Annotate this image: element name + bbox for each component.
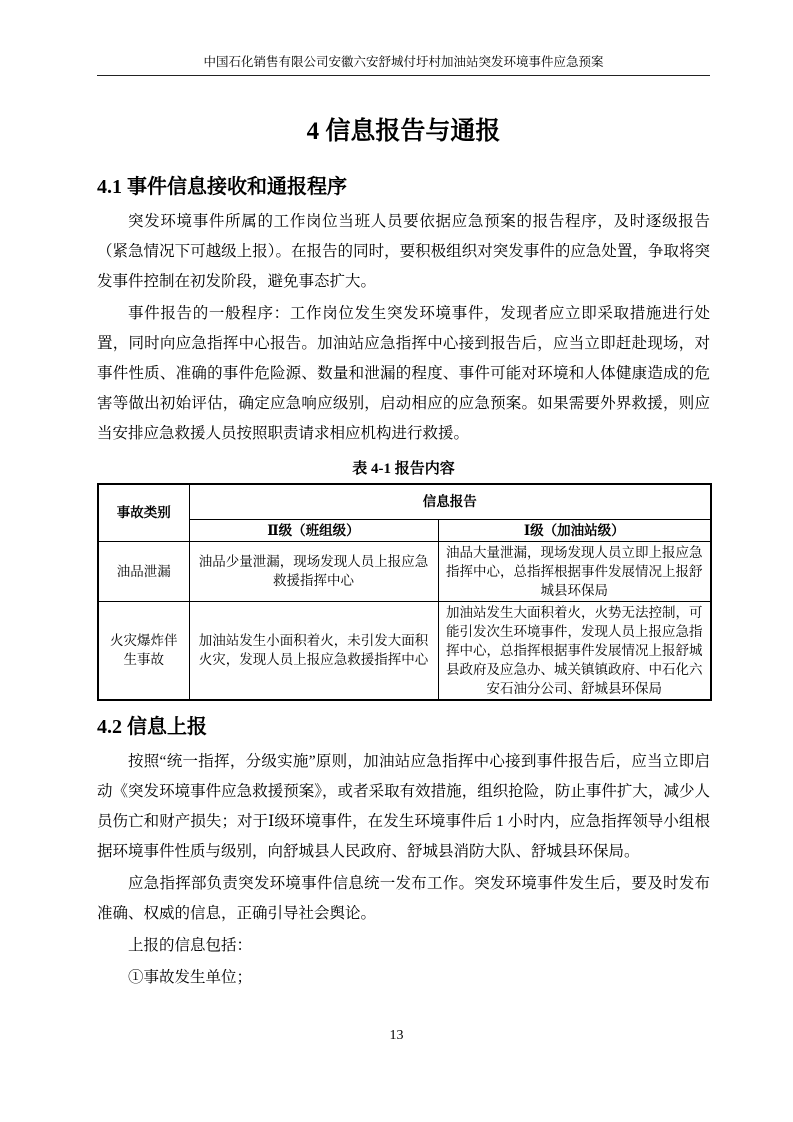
table-cell-level-2: 加油站发生小面积着火，未引发大面积火灾，发现人员上报应急救援指挥中心 — [189, 601, 438, 700]
section-4-2-heading: 4.2 信息上报 — [97, 715, 207, 738]
table-cell-category: 油品泄漏 — [98, 541, 189, 601]
table-row — [98, 601, 711, 700]
table-cell-level-1: 加油站发生大面积着火，火势无法控制，可能引发次生环境事件，发现人员上报应急指挥中心，总指挥根据事件发展情况上报舒城县政府及应急办、城关镇镇政府、中石化六安石油分公司、舒城县环保局 — [438, 601, 711, 700]
table-row — [98, 541, 711, 601]
section-4-2-paragraph-4: ①事故发生单位； — [128, 968, 253, 986]
table-header-row-group — [98, 484, 711, 519]
section-4-1-paragraph-2: 事件报告的一般程序：工作岗位发生突发环境事件，发现者应立即采取措施进行处置，同时向应急指挥中心报告。加油站应急指挥中心接到报告后，应当立即赶赴现场，对事件性质、准确的事件危险源、数量和泄漏的程度、事件可能对环境和人体健康造成的危害等做出初始评估，确定应急响应级别，启动相应的应急预案。如果需要外界救援，则应当安排应急救援人员按照职责请求相应机构进行救援。 — [97, 305, 710, 442]
page-title: 4 信息报告与通报 — [306, 118, 501, 145]
table-header-info-report: 信息报告 — [189, 484, 711, 519]
table-header-category: 事故类别 — [98, 484, 189, 541]
report-content-table — [97, 483, 712, 701]
section-4-2-paragraph-3: 上报的信息包括： — [128, 936, 253, 954]
table-cell-category: 火灾爆炸伴生事故 — [98, 601, 189, 700]
table-header-row-sub — [98, 519, 711, 541]
page-number: 13 — [389, 1028, 404, 1043]
table-header-level-1: Ⅰ级（加油站级） — [438, 519, 711, 541]
section-4-1-paragraph-1: 突发环境事件所属的工作岗位当班人员要依据应急预案的报告程序，及时逐级报告（紧急情况下可越级上报）。在报告的同时，要积极组织对突发事件的应急处置，争取将突发事件控制在初发阶段，避免事态扩大。 — [97, 213, 710, 290]
section-4-2-paragraph-2: 应急指挥部负责突发环境事件信息统一发布工作。突发环境事件发生后，要及时发布准确、权威的信息，正确引导社会舆论。 — [97, 874, 710, 922]
table-cell-level-1: 油品大量泄漏，现场发现人员立即上报应急指挥中心，总指挥根据事件发展情况上报舒城县环保局 — [438, 541, 711, 601]
section-4-2-paragraph-1: 按照“统一指挥，分级实施”原则，加油站应急指挥中心接到事件报告后，应当立即启动《突发环境事件应急救援预案》，或者采取有效措施，组织抢险，防止事件扩大，减少人员伤亡和财产损失；对于Ⅰ级环境事件，在发生环境事件后 1 小时内，应急指挥领导小组根据环境事件性质与级别，向舒城县人民政府、舒城县消防大队、舒城县环保局。 — [97, 752, 710, 860]
page-content — [97, 0, 710, 993]
section-4-1-heading: 4.1 事件信息接收和通报程序 — [97, 176, 347, 198]
table-header-level-2: Ⅱ级（班组级） — [189, 519, 438, 541]
document-header: 中国石化销售有限公司安徽六安舒城付圩村加油站突发环境事件应急预案 — [97, 54, 710, 76]
table-cell-level-2: 油品少量泄漏，现场发现人员上报应急救援指挥中心 — [189, 541, 438, 601]
table-caption: 表 4-1 报告内容 — [352, 461, 455, 477]
